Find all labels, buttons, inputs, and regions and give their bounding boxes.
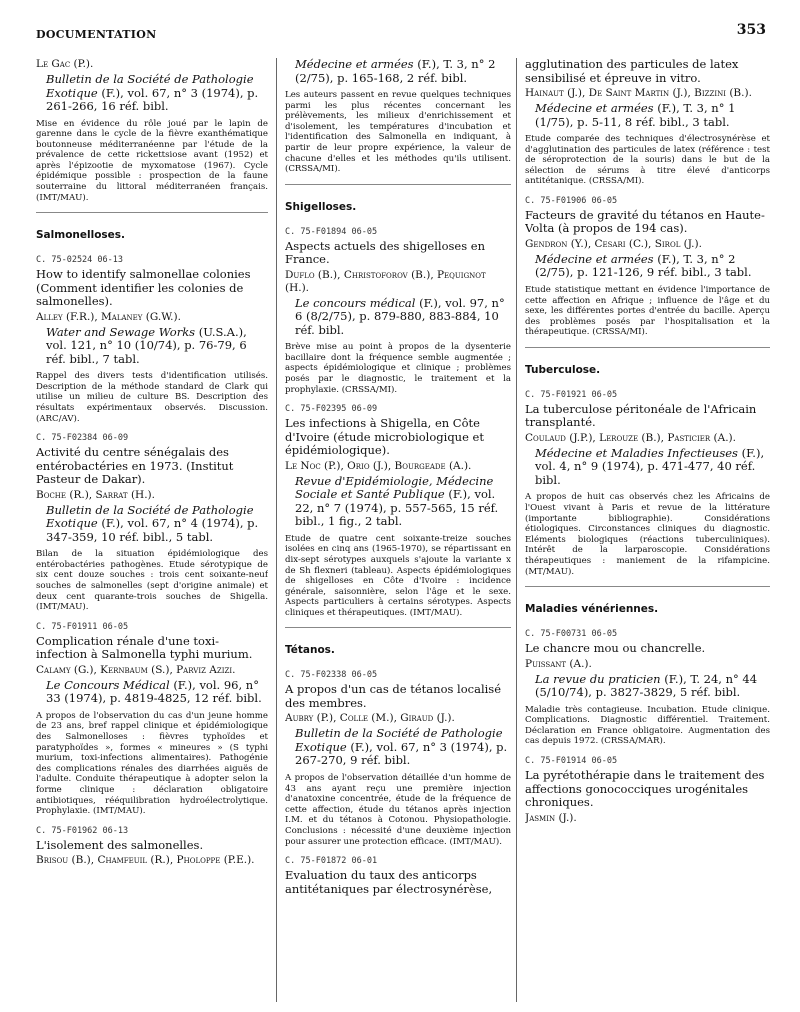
entry-source bbox=[36, 679, 268, 706]
journal-details: (F.), vol. 4, n° 9 (1974), p. 471-477, 40 réf. bibl. bbox=[535, 445, 765, 487]
entry-source bbox=[285, 297, 511, 338]
entry-continuation bbox=[285, 58, 511, 175]
journal-name: Médecine et Maladies Infectieuses bbox=[535, 445, 738, 460]
journal-details: (F.), vol. 67, n° 4 (1974), p. 347-359, 10 réf. bibl., 5 tabl. bbox=[46, 516, 259, 544]
entry-authors: Brisou (B.), Chamfeuil (R.), Pholoppe (P.E.). bbox=[36, 854, 255, 867]
journal-details: (F.), T. 3, n° 2 (2/75), p. 121-126, 9 réf. bibl., 3 tabl. bbox=[535, 251, 752, 280]
entry-title: Aspects actuels des shigelloses en France. bbox=[285, 238, 485, 267]
entry-authors: Boche (R.), Sarrat (H.). bbox=[36, 488, 155, 501]
entry-title: How to identify salmonellae colonies (Comment identifier les colonies de salmonelles). bbox=[36, 267, 251, 309]
entry-authors: Puissant (A.). bbox=[525, 657, 592, 670]
journal-name: La revue du praticien bbox=[535, 671, 661, 686]
section-heading: Tuberculose. bbox=[525, 363, 601, 376]
entry-abstract: Brève mise au point à propos de la dysenterie bacillaire dont la fréquence semble augmentée ; aspects épidémiologique et clinique ; problèmes posés par le diagnostic, le traitement et la prophylaxie. (CRSSA/MI). bbox=[285, 342, 511, 395]
journal-details: (F.), vol. 97, n° 6 (8/2/75), p. 879-880, 883-884, 10 réf. bibl. bbox=[295, 295, 505, 337]
entry-title: agglutination des particules de latex sensibilisé et épreuve in vitro. bbox=[525, 58, 739, 85]
entry-source bbox=[285, 58, 511, 85]
journal-name: Bulletin de la Société de Pathologie Exotique bbox=[295, 726, 503, 754]
journal-name: Revue d'Epidémiologie, Médecine Sociale et Santé Publique bbox=[295, 473, 494, 502]
entry-code: C. 75-F02395 06-09 bbox=[285, 404, 378, 415]
bibliographic-entry bbox=[36, 826, 268, 868]
entry-abstract: Mise en évidence du rôle joué par le lapin de garenne dans le cycle de la fièvre exanthématique boutonneuse méditerranéenne par l'étude de la prévalence de cette rickettsiose avant (1952) et après l'épizootie de myxomatose (1967). Cycle épidémique possible : prospection de la faune souterraine du littoral méditerranéen français. (IMT/MAU). bbox=[36, 118, 268, 203]
column-rule bbox=[276, 58, 277, 1002]
column-1 bbox=[36, 58, 268, 1002]
entry-authors: Duflo (B.), Christoforov (B.), Pequignot (H.). bbox=[285, 268, 486, 294]
entry-authors: Gendron (Y.), Cesari (C.), Sirol (J.). bbox=[525, 237, 702, 250]
entry-code: C. 75-F01894 06-05 bbox=[285, 226, 378, 237]
entry-authors: Hainaut (J.), De Saint Martin (J.), Bizzini (B.). bbox=[525, 87, 752, 99]
entry-title: Complication rénale d'une toxi-infection à Salmonella typhi murium. bbox=[36, 633, 253, 662]
entry-title: A propos d'un cas de tétanos localisé des membres. bbox=[285, 682, 502, 710]
running-head: DOCUMENTATION bbox=[36, 28, 157, 41]
entry-authors: Aubry (P.), Colle (M.), Giraud (J.). bbox=[285, 712, 455, 725]
journal-details: (F.), T. 3, n° 2 (2/75), p. 165-168, 2 réf. bibl. bbox=[295, 58, 496, 85]
journal-name: Le Concours Médical bbox=[46, 677, 170, 692]
bibliographic-entry bbox=[525, 756, 770, 825]
section-heading: Shigelloses. bbox=[285, 200, 357, 213]
entry-code: C. 75-F01921 06-05 bbox=[525, 389, 618, 400]
journal-details: (F.), T. 24, n° 44 (5/10/74), p. 3827-3829, 5 réf. bibl. bbox=[535, 671, 758, 700]
entry-code: C. 75-F00731 06-05 bbox=[525, 629, 618, 640]
column-3 bbox=[525, 58, 770, 1002]
bibliographic-entry bbox=[36, 255, 268, 424]
entry-code: C. 75-F01872 06-01 bbox=[285, 856, 378, 867]
entry-authors: Calamy (G.), Kernbaum (S.), Parviz Azizi. bbox=[36, 663, 236, 676]
bibliographic-entry bbox=[525, 629, 770, 747]
entry-abstract: Maladie très contagieuse. Incubation. Etude clinique. Complications. Diagnostic différentiel. Traitement. Déclaration en France obligatoire. Augmentation des cas depuis 1972. (CRSSA/MAR). bbox=[525, 704, 770, 747]
entry-code: C. 75-F01911 06-05 bbox=[36, 621, 129, 632]
entry-abstract: Bilan de la situation épidémiologique des entérobactéries pathogènes. Etude sérotypique de six cent douze souches : trois cent soixante-neuf souches de salmonelles (sept d'origine animale) et deux cent quarante-trois souches de Shigella. (IMT/MAU). bbox=[36, 549, 268, 613]
section-divider bbox=[285, 627, 511, 628]
entry-source bbox=[36, 73, 268, 114]
bibliographic-entry bbox=[285, 856, 511, 896]
entry-authors: Le Noc (P.), Orio (J.), Bourgeade (A.). bbox=[285, 459, 472, 472]
entry-title: Le chancre mou ou chancrelle. bbox=[525, 641, 706, 656]
bibliographic-entry bbox=[525, 196, 770, 338]
entry-title: L'isolement des salmonelles. bbox=[36, 837, 204, 852]
entry-title: La tuberculose péritonéale de l'Africain transplanté. bbox=[525, 401, 757, 430]
journal-details: (U.S.A.), vol. 121, n° 10 (10/74), p. 76-79, 6 réf. bibl., 7 tabl. bbox=[46, 324, 247, 366]
journal-name: Bulletin de la Société de Pathologie Exotique bbox=[46, 502, 254, 531]
journal-name: Médecine et armées bbox=[535, 101, 654, 115]
entry-authors: Jasmin (J.). bbox=[525, 811, 577, 824]
entry-authors: Alley (F.R.), Malaney (G.W.). bbox=[36, 310, 181, 323]
entry-authors: Le Gac (P.). bbox=[36, 58, 94, 70]
section-heading: Salmonelloses. bbox=[36, 229, 126, 242]
entry-abstract: Etude de quatre cent soixante-treize souches isolées en cinq ans (1965-1970), se répartissant en dix-sept sérotypes auxquels s'ajoute la variante x de Sh flexneri (tableau). Aspects épidémiologiques de shigelloses en Côte d'Ivoire : incidence générale, saisonnière, selon l'âge et le sexe. Aspects particuliers à certains sérotypes. Aspects cliniques et thérapeutiques. (IMT/MAU). bbox=[285, 533, 511, 618]
bibliographic-entry bbox=[525, 390, 770, 577]
journal-name: Médecine et armées bbox=[295, 58, 414, 71]
column-2 bbox=[285, 58, 511, 1002]
page-number: 353 bbox=[736, 22, 766, 38]
entry-code: C. 75-F01914 06-05 bbox=[525, 756, 618, 767]
section-divider bbox=[525, 586, 770, 587]
column-rule bbox=[516, 58, 517, 1002]
entry-abstract: Etude comparée des techniques d'électrosynérèse et d'agglutination des particules de latex (référence : test de séroprotection de la souris) dans le but de la sélection de sérums à titre élevé d'anticorps antitétanique. (CRSSA/MI). bbox=[525, 134, 770, 187]
entry-title: Activité du centre sénégalais des entérobactéries en 1973. (Institut Pasteur de Dakar). bbox=[36, 445, 234, 487]
journal-name: Médecine et armées bbox=[535, 251, 654, 266]
entry-source bbox=[36, 326, 268, 367]
journal-details: (F.), vol. 96, n° 33 (1974), p. 4819-4825, 12 réf. bibl. bbox=[46, 677, 262, 706]
entry-title: Evaluation du taux des anticorps antitétaniques par électrosynérèse, bbox=[285, 868, 493, 896]
entry-authors: Coulaud (J.P.), Lerouze (B.), Pasticier (A.). bbox=[525, 431, 736, 444]
entry-code: C. 75-02524 06-13 bbox=[36, 255, 123, 266]
entry-source bbox=[525, 102, 770, 129]
bibliographic-entry bbox=[285, 227, 511, 395]
section-divider bbox=[36, 212, 268, 213]
entry-source bbox=[285, 727, 511, 768]
entry-abstract: A propos de l'observation du cas d'un jeune homme de 23 ans, bref rappel clinique et épidémiologique des Salmonelloses : fièvres typhoïdes et paratyphoïdes », formes « mineures » (S typhi murium, toxi-infections alimentaires). Pathogénie des complications rénales des diarrhées aiguës de l'adulte. Conduite thérapeutique à adopter selon la forme clinique : déclaration obligatoire antibiotiques, rééquilibration hydroélectrolytique. Prophylaxie. (IMT/MAU). bbox=[36, 710, 268, 817]
entry-code: C. 75-F01962 06-13 bbox=[36, 825, 129, 836]
section-divider bbox=[525, 347, 770, 348]
journal-details: (F.), vol. 67, n° 3 (1974), p. 261-266, 16 réf. bibl. bbox=[46, 85, 259, 113]
journal-name: Water and Sewage Works bbox=[46, 324, 196, 339]
entry-abstract: A propos de huit cas observés chez les Africains de l'Ouest vivant à Paris et revue de la littérature (importante bibliographie). Considérations étiologiques. Circonstances cliniques du diagnostic. Eléments biologiques (réactions tuberculiniques). Intérêt de la larparoscopie. Considérations thérapeutiques : maniement de la rifampicine. (MT/MAU). bbox=[525, 492, 770, 577]
entry-source bbox=[525, 447, 770, 488]
section-heading: Tétanos. bbox=[285, 644, 335, 657]
entry-continuation bbox=[525, 58, 770, 187]
entry-code: C. 75-F02384 06-09 bbox=[36, 433, 129, 444]
entry-code: C. 75-F01906 06-05 bbox=[525, 195, 618, 206]
journal-details: (F.), vol. 22, n° 7 (1974), p. 557-565, 15 réf. bibl., 1 fig., 2 tabl. bbox=[295, 487, 499, 529]
entry-abstract: Etude statistique mettant en évidence l'importance de cette affection en Afrique ; influence de l'âge et du sexe, les différentes portes d'entrée du bacille. Aperçu des problèmes posés par l'hospitalisation et la thérapeutique. (CRSSA/MI). bbox=[525, 284, 770, 338]
bibliographic-entry bbox=[36, 622, 268, 817]
entry-source bbox=[36, 504, 268, 545]
journal-name: Le concours médical bbox=[295, 295, 416, 310]
entry-abstract: A propos de l'observation détaillée d'un homme de 43 ans ayant reçu une première injection d'anatoxine concentrée, étude de la fréquence de cette affection, étude du tétanos après injection I.M. et du tétanos à Cotonou. Physiopathologie. Conclusions : nécessité d'une deuxième injection pour assurer une protection efficace. (IMT/MAU). bbox=[285, 772, 511, 847]
entry-source bbox=[285, 475, 511, 529]
entry-title: Facteurs de gravité du tétanos en Haute-Volta (à propos de 194 cas). bbox=[525, 207, 765, 236]
section-heading: Maladies vénériennes. bbox=[525, 603, 659, 616]
bibliographic-entry bbox=[285, 404, 511, 618]
journal-details: (F.), vol. 67, n° 3 (1974), p. 267-270, 9 réf. bibl. bbox=[295, 739, 508, 768]
bibliographic-entry bbox=[285, 670, 511, 847]
entry-code: C. 75-F02338 06-05 bbox=[285, 670, 378, 681]
entry-title: La pyrétothérapie dans le traitement des affections gonococciques urogénitales chroniques. bbox=[525, 768, 765, 810]
entry-abstract: Rappel des divers tests d'identification utilisés. Description de la méthode standard de Clark qui utilise un milieu de culture BS. Description des résultats expérimentaux observés. Discussion. (ARC/AV). bbox=[36, 371, 268, 424]
entry-source bbox=[525, 673, 770, 700]
section-divider bbox=[285, 184, 511, 185]
entry-source bbox=[525, 253, 770, 280]
journal-details: (F.), T. 3, n° 1 (1/75), p. 5-11, 8 réf. bibl., 3 tabl. bbox=[535, 101, 736, 129]
bibliographic-entry bbox=[36, 58, 268, 203]
entry-title: Les infections à Shigella, en Côte d'Ivoire (étude microbiologique et épidémiologique). bbox=[285, 416, 484, 458]
entry-abstract: Les auteurs passent en revue quelques techniques parmi les plus récentes concernant les prélèvements, les milieux d'enrichissement et d'isolement, les températures d'incubation et l'identification des Salmonella en indiquant, à partir de leur propre expérience, la valeur de chacune d'elles et les méthodes qu'ils utilisent. (CRSSA/MI). bbox=[285, 90, 511, 175]
page-header bbox=[36, 22, 766, 42]
bibliographic-entry bbox=[36, 433, 268, 613]
journal-name: Bulletin de la Société de Pathologie Exotique bbox=[46, 72, 254, 100]
